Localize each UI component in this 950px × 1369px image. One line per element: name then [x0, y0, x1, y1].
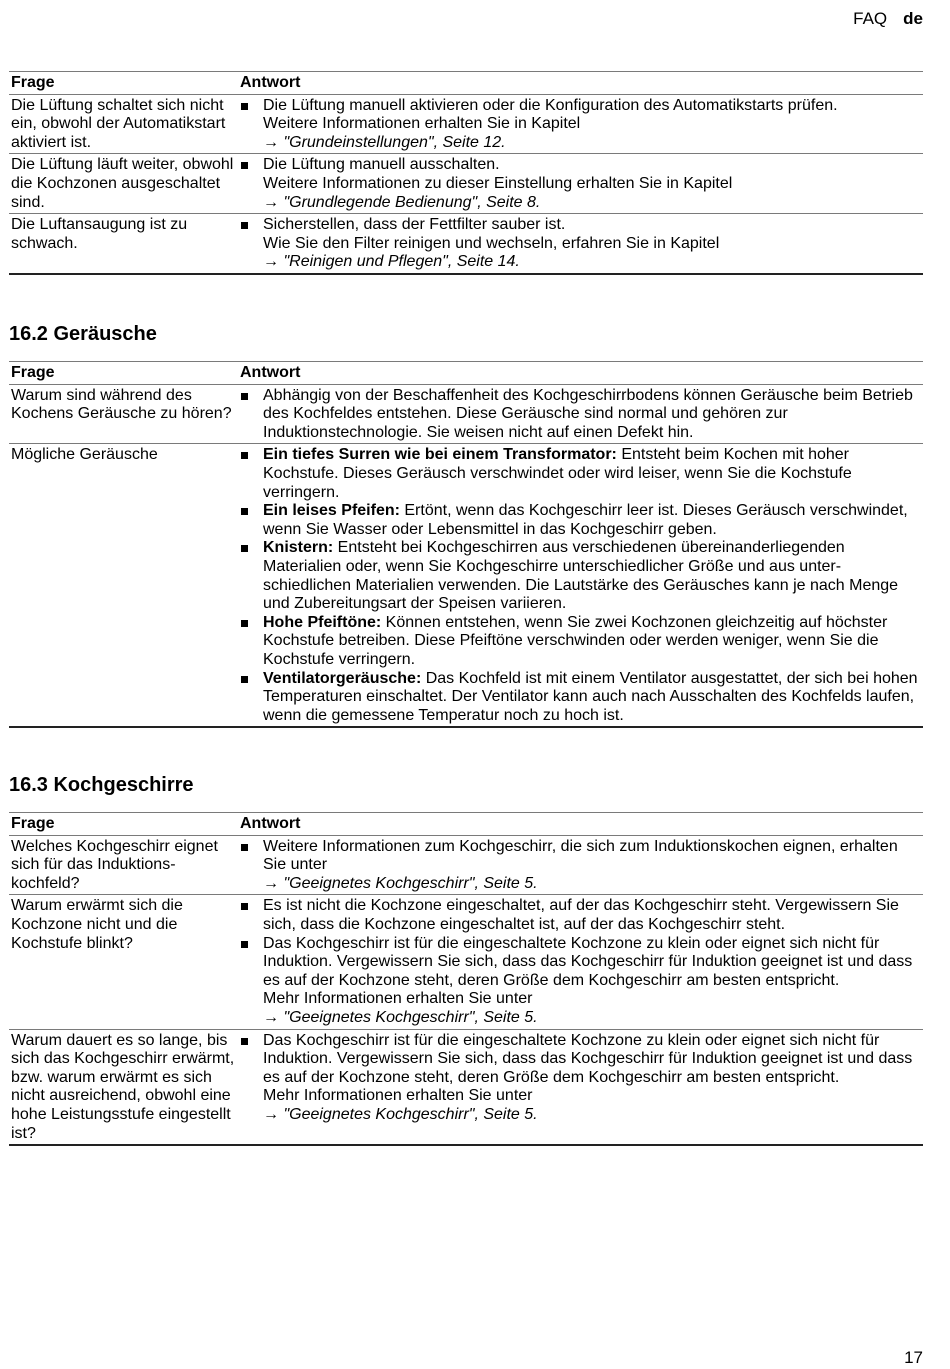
cross-reference — [263, 1106, 921, 1125]
question-cell: Die Lüftung schaltet sich nicht ein, obwohl der Automatikstart aktiviert ist. — [11, 96, 226, 151]
cross-reference-text: "Geeignetes Kochgeschirr", Seite 5. — [283, 1105, 538, 1123]
answer-text: Die Lüftung manuell aktivieren oder die Konfiguration des Automatikstarts prüfen. — [263, 96, 838, 114]
answer-text: Sicherstellen, dass der Fettfilter sauber ist. — [263, 216, 566, 234]
section-title-cookware: 16.3 Kochgeschirre — [9, 774, 194, 796]
table-header-row — [9, 813, 923, 836]
answer-more-info: Wie Sie den Filter reinigen und wechseln, erfahren Sie in Kapitel — [263, 234, 720, 252]
answer-cell — [238, 444, 923, 727]
cross-reference — [263, 875, 921, 894]
answer-cell — [238, 154, 923, 214]
answer-item — [240, 838, 921, 894]
column-header-answer: Antwort — [238, 72, 923, 95]
table-row — [9, 835, 923, 895]
answer-lead: Ein leises Pfeifen: — [263, 502, 400, 520]
answer-list — [240, 216, 921, 272]
answer-list — [240, 838, 921, 894]
answer-text: Es ist nicht die Kochzone eingeschaltet, auf der das Kochgeschirr steht. Vergewissern Sie sich, dass die Kochzone eingeschaltet ist, auf der das Kochgeschirr steht. — [263, 897, 899, 933]
answer-text: Weitere Informationen zum Kochgeschirr, die sich zum Induktionskochen eignen, erhalten Sie unter — [263, 837, 898, 874]
answer-list — [240, 897, 921, 1027]
answer-text: Abhängig von der Beschaffenheit des Kochgeschirrbodens können Geräusche beim Betrieb des Kochfeldes entstehen. Diese Geräusche sind normal und gehören zur Induktionstechnologie. Sie weisen nicht auf einen Defekt hin. — [263, 386, 913, 441]
column-header-question: Frage — [9, 813, 238, 836]
column-header-question: Frage — [9, 362, 238, 385]
answer-lead: Ein tiefes Surren wie bei einem Transformator: — [263, 446, 617, 464]
answer-list — [240, 156, 921, 212]
table-header-row — [9, 72, 923, 95]
faq-table-cookware — [9, 812, 923, 1146]
answer-more-info: Mehr Informationen erhalten Sie unter — [263, 1087, 533, 1105]
cross-reference-text: "Reinigen und Pflegen", Seite 14. — [283, 253, 520, 271]
table-row — [9, 214, 923, 274]
cross-reference — [263, 253, 921, 272]
page-header — [853, 10, 923, 29]
answer-text: Das Kochgeschirr ist für die eingeschaltete Kochzone zu klein oder eignet sich nicht für Induktion. Vergewissern Sie sich, dass das Kochgeschirr für Induktion geeignet ist und dass es auf der Kochzone steht, deren Größe dem Kochgeschirr am besten entspricht. — [263, 934, 913, 989]
answer-text: Entsteht bei Kochgeschirren aus verschiedenen übereinanderliegenden Materialien oder, wenn Sie Kochgeschirre unterschiedlicher Größe und aus unterschiedlichen Materialien verwenden. Die Lautstärke des Geräusches kann je nach Menge und Zubereitungsart der Speisen variieren. — [263, 539, 899, 613]
answer-text: Können entstehen, wenn Sie zwei Kochzonen gleichzeitig auf höchster Kochstufe betreiben. Diese Pfeiftöne verschwinden oder werden weniger, wenn Sie die Kochstufe verringern. — [263, 613, 888, 668]
answer-more-info: Weitere Informationen erhalten Sie in Kapitel — [263, 115, 581, 133]
answer-item — [240, 897, 921, 934]
answer-cell — [238, 214, 923, 274]
answer-cell — [238, 94, 923, 154]
question-cell: Warum erwärmt sich die Kochzone nicht und die Kochstufe blinkt? — [9, 895, 238, 1029]
table-row — [9, 444, 923, 727]
arrow-right-icon: → — [263, 133, 279, 151]
table-row — [9, 154, 923, 214]
answer-list — [240, 387, 921, 443]
arrow-right-icon: → — [263, 193, 279, 211]
page-number: 17 — [904, 1348, 923, 1367]
question-cell: Welches Kochgeschirr eignet sich für das Induktionskochfeld? — [11, 837, 218, 892]
answer-list — [240, 97, 921, 153]
answer-more-info: Mehr Informationen erhalten Sie unter — [263, 990, 533, 1008]
table-row — [9, 384, 923, 444]
arrow-right-icon: → — [263, 874, 279, 892]
answer-item — [240, 1032, 921, 1125]
cross-reference-text: "Geeignetes Kochgeschirr", Seite 5. — [283, 1008, 538, 1026]
answer-item — [240, 446, 921, 502]
cross-reference-text: "Geeignetes Kochgeschirr", Seite 5. — [283, 874, 538, 892]
table-row — [9, 94, 923, 154]
cross-reference-text: "Grundlegende Bedienung", Seite 8. — [283, 193, 541, 211]
question-cell: Die Luftansaugung ist zu schwach. — [9, 214, 238, 274]
arrow-right-icon: → — [263, 253, 279, 271]
answer-lead: Hohe Pfeiftöne: — [263, 613, 382, 631]
cross-reference — [263, 1009, 921, 1028]
column-header-answer: Antwort — [238, 362, 923, 385]
table-header-row — [9, 362, 923, 385]
answer-lead: Knistern: — [263, 539, 334, 557]
answer-list — [240, 446, 921, 725]
header-section: FAQ — [853, 9, 888, 28]
answer-item — [240, 935, 921, 1028]
cross-reference — [263, 134, 921, 153]
header-language: de — [903, 9, 923, 28]
answer-item — [240, 97, 921, 153]
cross-reference — [263, 194, 921, 213]
faq-table-noises — [9, 361, 923, 728]
answer-cell — [238, 895, 923, 1029]
question-cell: Warum dauert es so lange, bis sich das Kochgeschirr erwärmt, bzw. warum erwärmt es sich nicht ausreichend, obwohl eine hohe Leistungsstufe eingestellt ist? — [9, 1029, 238, 1145]
column-header-answer: Antwort — [238, 813, 923, 836]
faq-table-ventilation — [9, 71, 923, 275]
answer-lead: Ventilatorgeräusche: — [263, 669, 422, 687]
answer-cell — [238, 384, 923, 444]
answer-item — [240, 387, 921, 443]
question-cell: Die Lüftung läuft weiter, obwohl die Kochzonen ausgeschaltet sind. — [9, 154, 238, 214]
cross-reference-text: "Grundeinstellungen", Seite 12. — [283, 133, 506, 151]
answer-item — [240, 614, 921, 670]
answer-item — [240, 539, 921, 613]
arrow-right-icon: → — [263, 1008, 279, 1026]
answer-list — [240, 1032, 921, 1125]
answer-cell — [238, 835, 923, 895]
answer-text: Die Lüftung manuell ausschalten. — [263, 156, 500, 174]
arrow-right-icon: → — [263, 1105, 279, 1123]
question-cell: Mögliche Geräusche — [9, 444, 238, 727]
answer-text: Das Kochgeschirr ist für die eingeschaltete Kochzone zu klein oder eignet sich nicht für Induktion. Vergewissern Sie sich, dass das Kochgeschirr für Induktion geeignet ist und dass es auf der Kochzone steht, deren Größe dem Kochgeschirr am besten entspricht. — [263, 1031, 913, 1086]
answer-item — [240, 156, 921, 212]
answer-text: Entsteht beim Kochen mit hoher Kochstufe. Dieses Geräusch verschwindet oder wird leiser, wenn Sie die Kochstufe verringern. — [263, 446, 852, 501]
question-cell: Warum sind während des Kochens Geräusche zu hören? — [11, 386, 232, 423]
answer-item — [240, 502, 921, 539]
answer-cell — [238, 1029, 923, 1145]
table-row — [9, 1029, 923, 1145]
answer-more-info: Weitere Informationen zu dieser Einstellung erhalten Sie in Kapitel — [263, 174, 733, 192]
answer-text: Ertönt, wenn das Kochgeschirr leer ist. Dieses Geräusch verschwindet, wenn Sie Wasser oder Lebensmittel in das Kochgeschirr geben. — [263, 502, 908, 538]
column-header-question: Frage — [9, 72, 238, 95]
answer-item — [240, 670, 921, 726]
answer-text: Das Kochfeld ist mit einem Ventilator ausgestattet, der sich bei hohen Temperaturen einschaltet. Der Ventilator kann auch nach Ausschalten des Kochfelds laufen, wenn die gemessene Temperatur noch zu hoch ist. — [263, 669, 918, 724]
section-title-noises: 16.2 Geräusche — [9, 323, 157, 345]
answer-item — [240, 216, 921, 272]
table-row — [9, 895, 923, 1029]
